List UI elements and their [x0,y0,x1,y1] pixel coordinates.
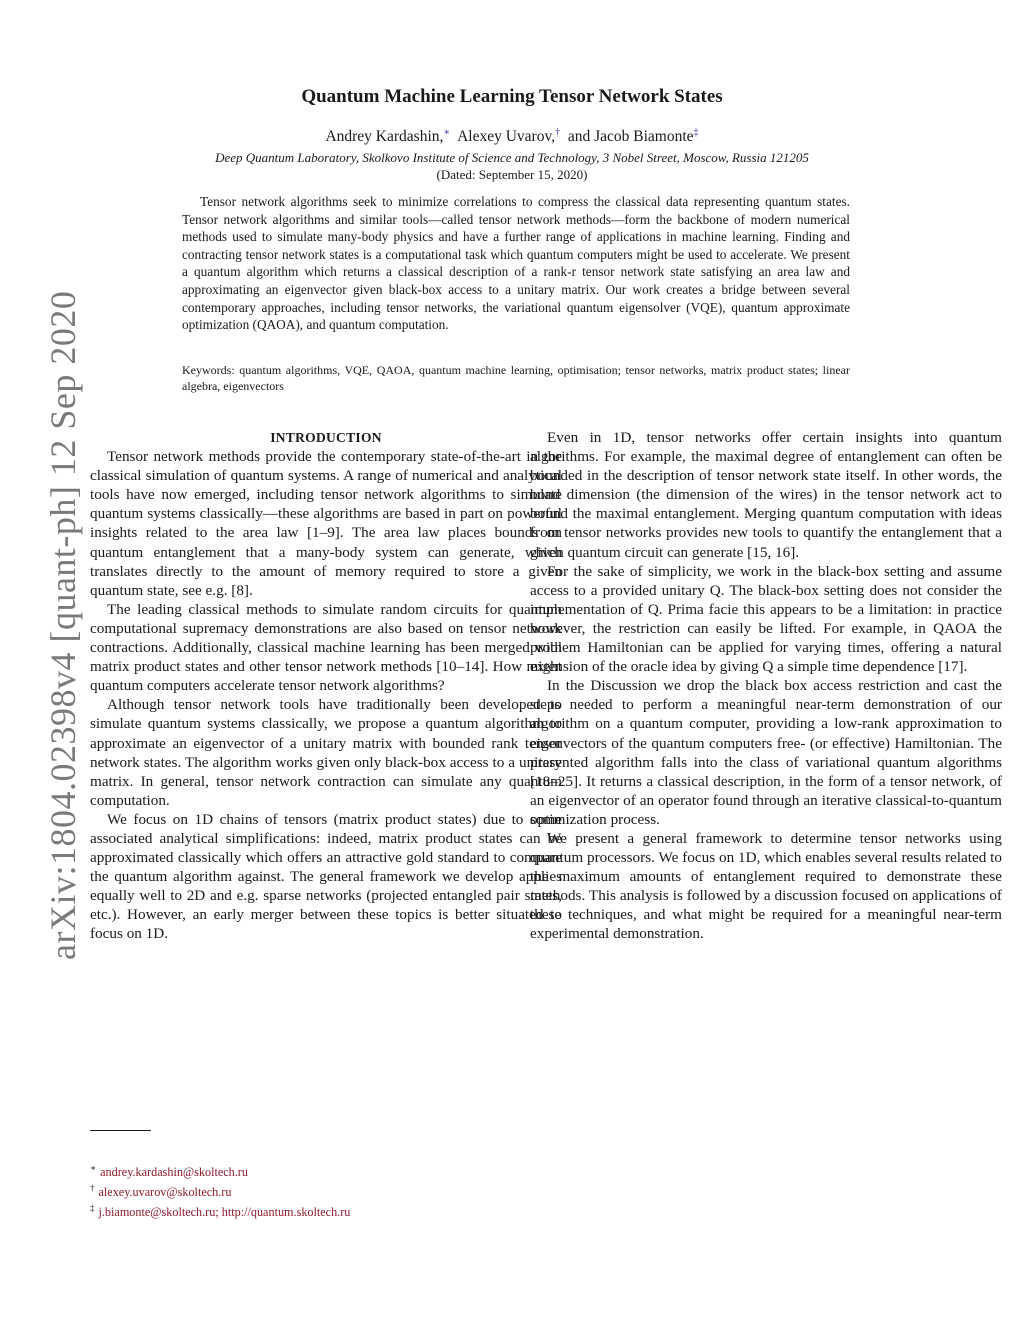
paragraph: We focus on 1D chains of tensors (matrix product states) due to some associated analytical simplifications: indeed, matrix product states can be approximated classically which offers an attractive gold standard to compare the quantum algorithm against. The general framework we develop applies equally well to 2D and e.g. sparse networks (projected entangled pair states, etc.). However, an early merger between these topics is better situated to focus on 1D. [90,810,562,943]
footnote-divider [90,1130,151,1131]
email-link[interactable]: j.biamonte@skoltech.ru; http://quantum.skoltech.ru [98,1205,351,1220]
paragraph: Tensor network methods provide the contemporary state-of-the-art in the classical simulation of quantum systems. A range of numerical and analytical tools have now emerged, including tensor network algorithms to simulate quantum systems classically—these algorithms are based in part on powerful insights related to the area law [1–9]. The area law places bounds on quantum entanglement that a many-body system can generate, which translates directly to the amount of memory required to store a given quantum state, see e.g. [8]. [90,448,562,599]
left-column [90,428,562,944]
right-column [530,428,1002,944]
footnote [90,1200,562,1220]
keywords: Keywords: quantum algorithms, VQE, QAOA, quantum machine learning, optimisation; tensor networks, matrix product states; linear algebra, eigenvectors [182,363,850,393]
author-name: and Jacob Biamonte [567,128,694,146]
date-line: (Dated: September 15, 2020) [436,167,588,182]
email-link[interactable]: alexey.uvarov@skoltech.ru [98,1185,232,1200]
footnote-mark: ∗ [90,1163,97,1173]
footnotes [90,1160,562,1220]
paragraph: In the Discussion we drop the black box access restriction and cast the steps needed to perform a meaningful near-term demonstration of our algorithm on a quantum computer, providing a low-rank approximation to eigenvectors of the quantum computers free- (or effective) Hamiltonian. The presented algorithm falls into the class of variational quantum algorithms [18–25]. It returns a classical description, in the form of a tensor network, of an eigenvector of an operator found through an iterative classical-to-quantum optimization process. [530,677,1002,828]
footnote [90,1180,562,1200]
author-name: Alexey Uvarov, [457,128,556,146]
author-name: Andrey Kardashin, [325,128,444,146]
author-footnote-mark[interactable]: † [555,127,561,138]
paragraph: Although tensor network tools have traditionally been developed to simulate quantum systems classically, we propose a quantum algorithm to approximate an eigenvector of a unitary matrix with bounded rank tensor network states. The algorithm works given only black-box access to a unitary matrix. In general, tensor network contraction can simulate any quantum computation. [90,696,562,809]
email-link[interactable]: andrey.kardashin@skoltech.ru [100,1165,248,1180]
paragraph: For the sake of simplicity, we work in the black-box setting and assume access to a provided unitary Q. The black-box setting does not consider the implementation of Q. Prima facie this appears to be a limitation: in practice however, the restriction can easily be lifted. For example, in QAOA the problem Hamiltonian can be applied for varying times, offering a natural extension of the oracle idea by giving Q a simple time dependence [17]. [530,562,1002,676]
paragraph: Even in 1D, tensor networks offer certain insights into quantum algorithms. For example, the maximal degree of entanglement can often be bounded in the description of tensor network state itself. In other words, the bond dimension (the dimension of the wires) in the tensor network act to bound the maximal entanglement. Merging quantum computation with ideas from tensor networks provides new tools to quantify the entanglement that a given quantum circuit can generate [15, 16]. [530,429,1002,561]
abstract: Tensor network algorithms seek to minimize correlations to compress the classical data representing quantum states. Tensor network algorithms and similar tools—called tensor network methods—form the backbone of modern numerical methods used to simulate many-body physics and have a further range of applications in machine learning. Finding and contracting tensor network states is a computational task which quantum computers might be used to accelerate. We present a quantum algorithm which returns a classical description of a rank-r tensor network state satisfying an area law and approximating an eigenvector given black-box access to a unitary matrix. Our work creates a bridge between several contemporary approaches, including tensor networks, the variational quantum eigensolver (VQE), quantum approximate optimization (QAOA), and quantum computation. [182,194,850,333]
author-footnote-mark[interactable]: ∗ [443,127,451,138]
paragraph: The leading classical methods to simulate random circuits for quantum computational supremacy demonstrations are also based on tensor network contractions. Additionally, classical machine learning has been merged with matrix product states and other tensor network methods [10–14]. How might quantum computers accelerate tensor network algorithms? [90,600,562,695]
section-heading: INTRODUCTION [270,430,382,445]
author-footnote-mark[interactable]: ‡ [693,127,699,138]
footnote-mark: † [90,1183,95,1194]
footnote [90,1160,562,1180]
paragraph: We present a general framework to determine tensor networks using quantum processors. We focus on 1D, which enables several results related to the maximum amounts of entanglement required to demonstrate these methods. This analysis is followed by a discussion focused on applications of these techniques, and what might be required for a meaningful near-term experimental demonstration. [530,829,1002,943]
footnote-mark: ‡ [90,1203,95,1214]
arxiv-identifier[interactable]: arXiv:1804.02398v4 [quant-ph] 12 Sep 2020 [43,290,83,960]
paper-title: Quantum Machine Learning Tensor Network States [301,86,723,107]
author-list [0,127,1024,146]
affiliation: Deep Quantum Laboratory, Skolkovo Institute of Science and Technology, 3 Nobel Street, Moscow, Russia 121205 [215,150,809,165]
